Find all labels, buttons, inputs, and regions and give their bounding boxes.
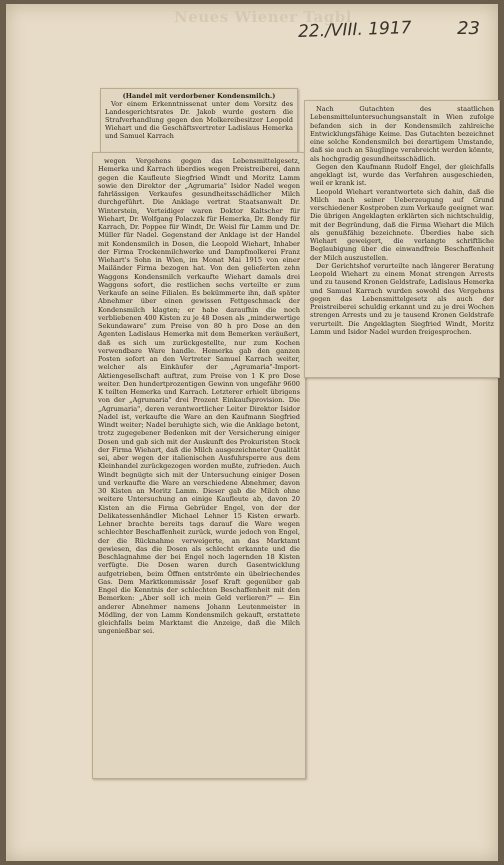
article-paragraph: Der Gerichtshof verurteilte nach längerer Beratung Leopold Wiehart zu einem Monat strengen Arrests und zu tausend Kronen Geldstrafe, Ladislaus Hemerka und Samuel Karrach wurden sowohl des Vergehens gegen das Lebensmittelgesetz als auch der Preistreiberei schuldig erkannt und zu je drei Wochen strengen Arrests und zu je tausend Kronen Geldstrafe verurteilt. Die Angeklagten Siegfried Windt, Moritz Lamm und Isidor Nadel wurden freigesprochen. <box>310 261 494 336</box>
clipping-headline <box>100 88 298 160</box>
article-paragraph: Gegen den Kaufmann Rudolf Engel, der gleichfalls angeklagt ist, wurde das Verfahren ausgeschieden, weil er krank ist. <box>310 162 494 188</box>
article-body: wegen Vergehens gegen das Lebensmittelgesetz, Hemerka und Karrach überdies wegen Preistreiberei, dann gegen die Kaufleute Siegfried Windt und Moritz Lamm sowie den Direktor der „Agrumaria" Isidor Nadel wegen fahrlässigen Verkaufes gesundheitsschädlicher Milch durchgeführt. Die Anklage vertrat Staatsanwalt Dr. Winterstein, Verteidiger waren Doktor Kaltscher für Wiehart, Dr. Wolfgang Polaczek für Hemerka, Dr. Bondy für Karrach, Dr. Poppee für Windt, Dr. Weisl für Lamm und Dr. Müller für Nadel. Gegenstand der Anklage ist der Handel mit Kondensmilch in Dosen, die Leopold Wiehart, Inhaber der Firma Trockenmilchwerke und Dampfmolkerei Franz Wiehart's Sohn in Wien, im Monat Mai 1915 von einer Mailänder Firma bezogen hat. Von den gelieferten zehn Waggons Kondensmilch verkaufte Wiehart damals drei Waggons sofort, die restlichen sechs verteilte er zum Verkaufe an seine Filialen. Es bekümmerte ihn, daß später Abnehmer über einen gewissen Fettgeschmack der Kondensmilch klagten; er habe daraufhin die noch verbliebenen 400 Kisten zu je 48 Dosen als „minderwertige Sekundaware" zum Preise von 80 h pro Dose an den Agenten Ladislaus Hemerka mit dem Bemerken veräußert, daß es sich um zurückgestellte, nur zum Kochen verwendbare Ware handle. Hemerka gab den ganzen Posten sofort an den Vertreter Samuel Karrach weiter, welcher als Einkäufer der „Agrumaria"-Import-Aktiengesellschaft auftrat, zum Preise von 1 K pro Dose weiter. Den hundertprozentigen Gewinn von ungefähr 9600 K teilten Hemerka und Karrach. Letzterer erhielt übrigens von der „Agrumaria" drei Prozent Einkaufsprovision. Die „Agrumaria", deren verantwortlicher Leiter Direktor Isidor Nadel ist, verkaufte die Ware an den Kaufmann Siegfried Windt weiter; Nadel beruhigte sich, wie die Anklage betont, trotz zugegebener Bedenken mit der Versicherung einiger Dosen und gab sich mit der Auskunft des Prokuristen Stock der Firma Wiehart, daß die Milch ausgezeichneter Qualität sei, aber wegen der italienischen Ausfuhrsperre aus dem Kleinhandel zurückgezogen worden mußte, zufrieden. Auch Windt begnügte sich mit der Untersuchung einiger Dosen und verkaufte die Ware an verschiedene Abnehmer, davon 30 Kisten an Moritz Lamm. Dieser gab die Milch ohne weitere Untersuchung an einige Kaufleute ab, davon 20 Kisten an die Firma Gebrüder Engel, von der der Delikatessenhändler Michael Lehner 15 Kisten erwarb. Lehner brachte bereits tags darauf die Ware wegen schlechter Beschaffenheit zurück, wurde jedoch von Engel, der die Rücknahme verweigerte, an das Marktamt gewiesen, das die Dosen als schlecht erkannte und die Beschlagnahme der bei Engel noch lagernden 18 Kisten verfügte. Die Dosen waren durch Gasentwicklung aufgetrieben, beim Öffnen entströmte ein übelriechendes Gas. Dem Marktkommissär Josef Kraft gegenüber gab Engel die Kenntnis der schlechten Beschaffenheit mit den Bemerken: „Aber soll ich mein Geld verlieren?" — Ein anderer Abnehmer namens Johann Leutenmeister in Mödling, der von Lamm Kondensmilch gekauft, erstattete gleichfalls beim Marktamt die Anzeige, daß die Milch ungenießbar sei. <box>98 157 300 636</box>
clipping-main-column <box>92 152 306 779</box>
newspaper-masthead: Neues Wiener Tagbl <box>174 8 352 26</box>
article-intro: Vor einem Erkenntnissenat unter dem Vorsitz des Landesgerichtsrates Dr. Jakob wurde gestern die Strafverhandlung gegen den Molkereibesitzer Leopold Wiehart und die Geschäftsvertreter Ladislaus Hemerka und Samuel Karrach <box>105 100 293 141</box>
article-paragraph: Leopold Wiehart verantwortete sich dahin, daß die Milch nach seiner Ueberzeugung auf Grund verschiedener Kostproben zum Verkaufe geeignet war. Die übrigen Angeklagten erklärten sich nichtschuldig, mit der Begründung, daß die Firma Wiehart die Milch als genußfähig bezeichnete. Überdies habe sich Wiehart geweigert, die verlangte schriftliche Beglaubigung über die einwandfreie Beschaffenheit der Milch auszustellen. <box>310 187 494 262</box>
handwritten-date: 22./VIII. 1917 <box>297 18 412 42</box>
clipping-verdict-column <box>304 100 500 378</box>
article-paragraph: Nach Gutachten des staatlichen Lebensmitteluntersuchungsanstalt in Wien zufolge befanden sich in der Kondensmilch zahlreiche Entwicklungsfähige Keime. Das Gutachten bezeichnet eine solche Kondensmilch bei derartigem Umstande, daß sie auch an Säuglinge verabreicht werden könnte, als hochgradig gesundheitsschädlich. <box>310 105 494 163</box>
article-headline: (Handel mit verdorbener Kondensmilch.) <box>122 92 276 100</box>
page-number: 23 <box>457 18 480 39</box>
